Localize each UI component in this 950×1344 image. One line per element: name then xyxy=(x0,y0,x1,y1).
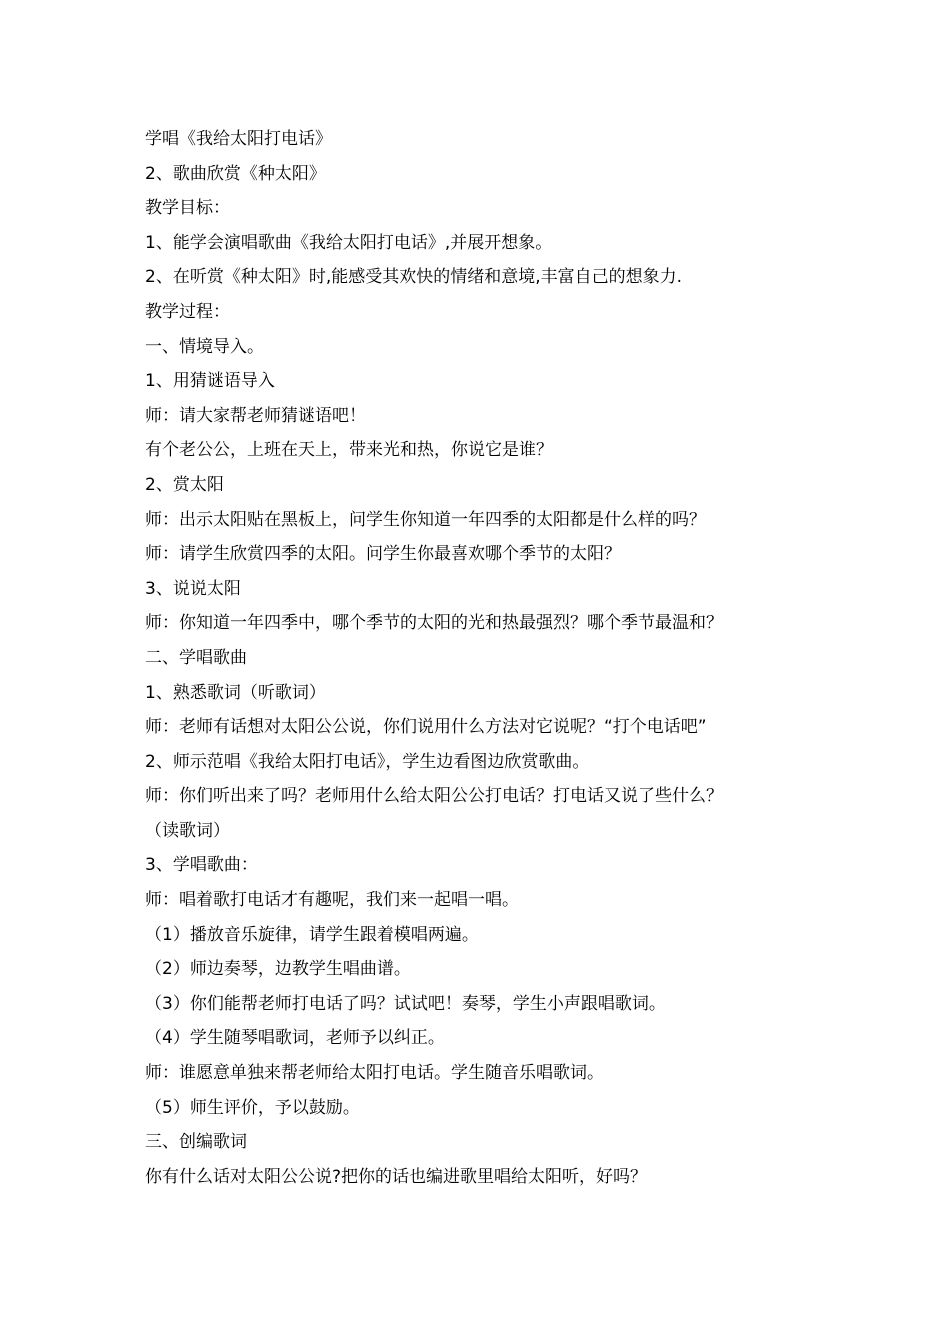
text-line: 2、赏太阳 xyxy=(145,474,224,495)
text-line: （3）你们能帮老师打电话了吗？试试吧！奏琴，学生小声跟唱歌词。 xyxy=(145,993,666,1014)
document-body xyxy=(145,122,815,1194)
text-line: 有个老公公，上班在天上，带来光和热，你说它是谁？ xyxy=(145,440,553,461)
text-line: （1）播放音乐旋律，请学生跟着模唱两遍。 xyxy=(145,924,479,945)
text-line: 2、师示范唱《我给太阳打电话》，学生边看图边欣赏歌曲。 xyxy=(145,751,590,772)
text-line: 师：谁愿意单独来帮老师给太阳打电话。学生随音乐唱歌词。 xyxy=(145,1063,604,1084)
text-line: 三、创编歌词 xyxy=(145,1132,247,1153)
text-line: 师：请大家帮老师猜谜语吧！ xyxy=(145,405,366,426)
text-line: （2）师边奏琴，边教学生唱曲谱。 xyxy=(145,959,411,980)
text-line: 师：你知道一年四季中，哪个季节的太阳的光和热最强烈？哪个季节最温和？ xyxy=(145,613,723,634)
text-line: 3、说说太阳 xyxy=(145,578,241,599)
text-line: （4）学生随琴唱歌词，老师予以纠正。 xyxy=(145,1028,445,1049)
text-line: 2、歌曲欣赏《种太阳》 xyxy=(145,163,326,184)
text-line: 师：唱着歌打电话才有趣呢，我们来一起唱一唱。 xyxy=(145,890,519,911)
text-line: 你有什么话对太阳公公说?把你的话也编进歌里唱给太阳听，好吗？ xyxy=(145,1166,648,1187)
text-line: 教学过程： xyxy=(145,301,230,322)
text-line: 一、情境导入。 xyxy=(145,336,264,357)
text-line: 1、熟悉歌词（听歌词） xyxy=(145,682,326,703)
text-line: 3、学唱歌曲： xyxy=(145,855,258,876)
text-line: 师：你们听出来了吗？老师用什么给太阳公公打电话？打电话又说了些什么？ xyxy=(145,786,723,807)
text-line: 学唱《我给太阳打电话》 xyxy=(145,129,332,149)
text-line: （读歌词） xyxy=(145,820,230,841)
text-line: 二、学唱歌曲 xyxy=(145,647,247,668)
text-line: 教学目标： xyxy=(145,198,230,219)
text-line: （5）师生评价，予以鼓励。 xyxy=(145,1097,360,1118)
text-line: 师：出示太阳贴在黑板上，问学生你知道一年四季的太阳都是什么样的吗？ xyxy=(145,509,706,530)
text-line: 1、用猜谜语导入 xyxy=(145,371,275,392)
text-line: 1、能学会演唱歌曲《我给太阳打电话》,并展开想象。 xyxy=(145,232,553,253)
text-line: 2、在听赏《种太阳》时,能感受其欢快的情绪和意境,丰富自己的想象力. xyxy=(145,267,683,288)
text-line: 师：请学生欣赏四季的太阳。问学生你最喜欢哪个季节的太阳？ xyxy=(145,544,621,565)
text-line: 师：老师有话想对太阳公公说，你们说用什么方法对它说呢？“打个电话吧” xyxy=(145,717,707,738)
